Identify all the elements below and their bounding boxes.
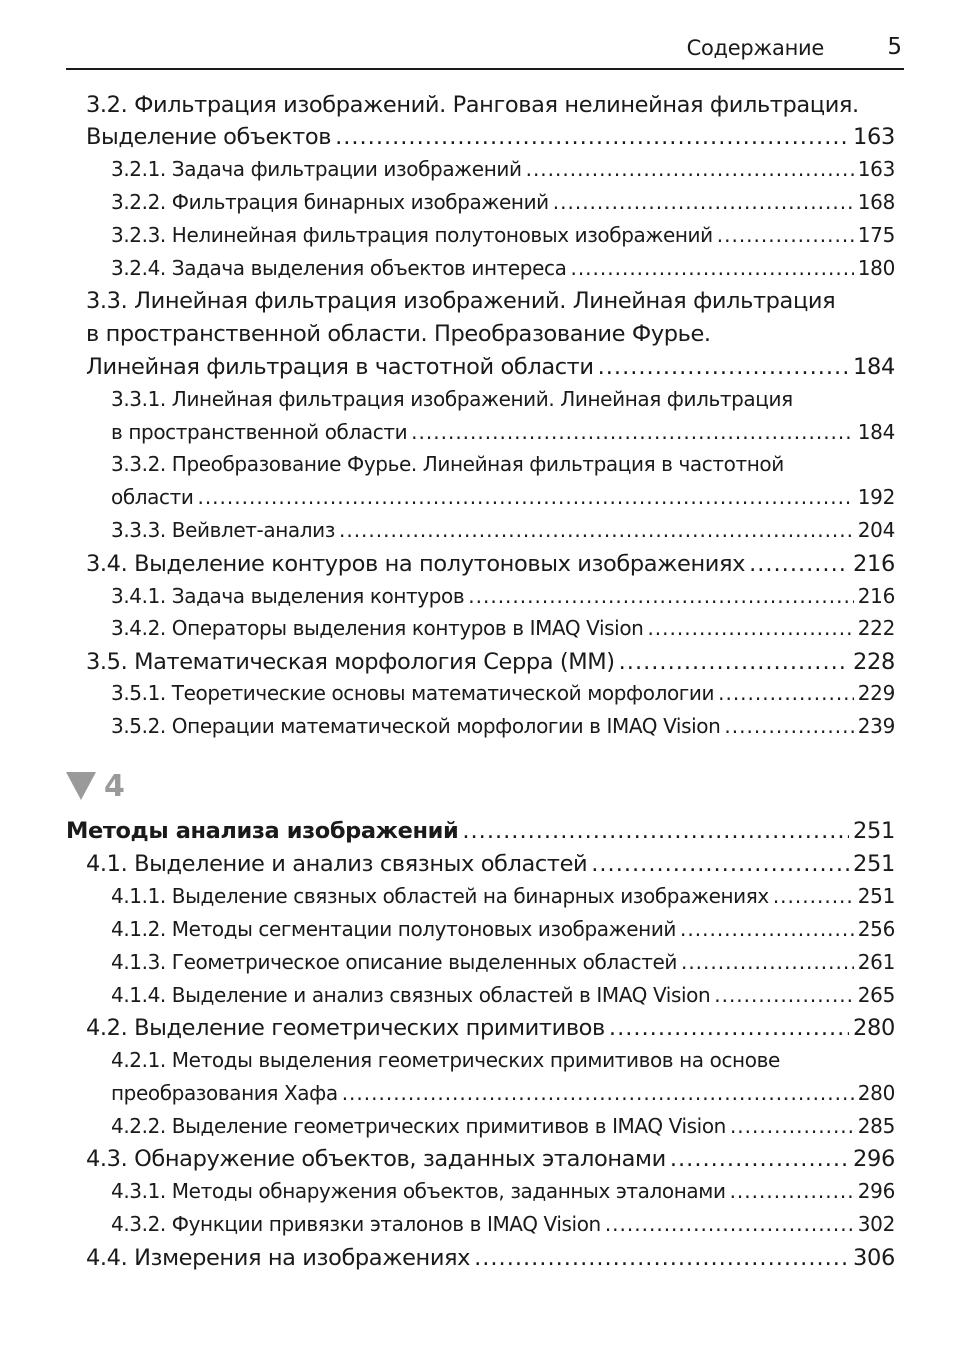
dot-leader xyxy=(724,714,853,738)
toc-page-number: 216 xyxy=(852,551,895,577)
toc-entry-title: 4.1.3. Геометрическое описание выделенных областей xyxy=(111,950,677,974)
toc-page-number: 163 xyxy=(857,157,895,181)
dot-leader xyxy=(609,1015,849,1041)
dot-leader xyxy=(717,223,854,247)
toc-entry-title: 3.5.1. Теоретические основы математической морфологии xyxy=(111,681,715,705)
toc-entry-title: 3.2.1. Задача фильтрации изображений xyxy=(111,157,522,181)
dot-leader xyxy=(335,124,849,150)
toc-entry-title: Выделение объектов xyxy=(86,124,332,150)
dot-leader xyxy=(730,1114,854,1138)
dot-leader xyxy=(591,851,849,877)
dot-leader xyxy=(197,485,853,509)
toc-page-number: 251 xyxy=(852,818,895,844)
toc-page-number: 228 xyxy=(852,649,895,675)
toc-entry-title: 4.3. Обнаружение объектов, заданных эталонами xyxy=(86,1146,666,1172)
toc-entry-title: в пространственной области xyxy=(111,420,408,444)
toc-entry-title: 4.2. Выделение геометрических примитивов xyxy=(86,1015,605,1041)
toc-page-number: 296 xyxy=(857,1179,895,1203)
toc-entry-title: Линейная фильтрация в частотной области xyxy=(86,354,594,380)
toc-page-number: 222 xyxy=(857,616,895,640)
page-number: 5 xyxy=(887,34,902,60)
dot-leader xyxy=(681,950,854,974)
dot-leader xyxy=(718,681,854,705)
toc-entry-title: 3.3.2. Преобразование Фурье. Линейная фильтрация в частотной xyxy=(111,452,784,476)
dot-leader xyxy=(749,551,849,577)
toc-entry-title: 4.1. Выделение и анализ связных областей xyxy=(86,851,588,877)
toc-entry-title: 3.3.1. Линейная фильтрация изображений. Линейная фильтрация xyxy=(111,387,793,411)
toc-entry-title: преобразования Хафа xyxy=(111,1081,338,1105)
toc-entry-title: 4.1.1. Выделение связных областей на бинарных изображениях xyxy=(111,884,769,908)
toc-page-number: 265 xyxy=(857,983,895,1007)
toc-page-number: 251 xyxy=(852,851,895,877)
toc-page-number: 175 xyxy=(857,223,895,247)
toc-page-number: 251 xyxy=(857,884,895,908)
toc-page-number: 296 xyxy=(852,1146,895,1172)
dot-leader xyxy=(526,157,854,181)
toc-page-number: 184 xyxy=(852,354,895,380)
dot-leader xyxy=(730,1179,854,1203)
dot-leader xyxy=(605,1212,854,1236)
toc-entry-title: Методы анализа изображений xyxy=(66,818,459,844)
dot-leader xyxy=(619,649,849,675)
toc-page-number: 302 xyxy=(857,1212,895,1236)
dot-leader xyxy=(339,518,854,542)
toc-entry-title: 4.2.1. Методы выделения геометрических примитивов на основе xyxy=(111,1048,780,1072)
toc-entry-title: 3.3.3. Вейвлет-анализ xyxy=(111,518,335,542)
dot-leader xyxy=(773,884,854,908)
dot-leader xyxy=(680,917,854,941)
toc-entry-title: 4.2.2. Выделение геометрических примитивов в IMAQ Vision xyxy=(111,1114,726,1138)
dot-leader xyxy=(670,1146,849,1172)
toc-page-number: 192 xyxy=(857,485,895,509)
toc-page-number: 261 xyxy=(857,950,895,974)
toc-page-number: 180 xyxy=(857,256,895,280)
toc-entry-title: 4.3.1. Методы обнаружения объектов, заданных эталонами xyxy=(111,1179,726,1203)
dot-leader xyxy=(714,983,853,1007)
dot-leader xyxy=(598,354,849,380)
dot-leader xyxy=(411,420,854,444)
toc-entry-title: 4.1.2. Методы сегментации полутоновых изображений xyxy=(111,917,677,941)
dot-leader xyxy=(553,190,854,214)
dot-leader xyxy=(474,1245,849,1271)
dot-leader xyxy=(462,818,849,844)
toc-entry-title: 4.1.4. Выделение и анализ связных областей в IMAQ Vision xyxy=(111,983,711,1007)
toc-page-number: 256 xyxy=(857,917,895,941)
toc-page-number: 280 xyxy=(852,1015,895,1041)
dot-leader xyxy=(342,1081,854,1105)
chapter-number: 4 xyxy=(104,768,125,804)
toc-entry-title: 4.3.2. Функции привязки эталонов в IMAQ Vision xyxy=(111,1212,601,1236)
toc-entry-title: 3.2. Фильтрация изображений. Ранговая нелинейная фильтрация. xyxy=(86,92,859,118)
toc-entry-title: 3.2.2. Фильтрация бинарных изображений xyxy=(111,190,549,214)
toc-entry-title: 3.2.4. Задача выделения объектов интереса xyxy=(111,256,567,280)
dot-leader xyxy=(647,616,853,640)
triangle-down-icon xyxy=(66,772,96,800)
toc-page-number: 285 xyxy=(857,1114,895,1138)
toc-entry-title: 3.5. Математическая морфология Серра (ММ) xyxy=(86,649,615,675)
toc-entry-title: 3.5.2. Операции математической морфологии в IMAQ Vision xyxy=(111,714,721,738)
toc-entry-title: 3.4.2. Операторы выделения контуров в IMAQ Vision xyxy=(111,616,644,640)
toc-page-number: 280 xyxy=(857,1081,895,1105)
toc-page-number: 229 xyxy=(857,681,895,705)
toc-entry-title: 3.4. Выделение контуров на полутоновых изображениях xyxy=(86,551,746,577)
chapter-marker xyxy=(66,768,125,804)
dot-leader xyxy=(570,256,853,280)
toc-entry-title: 3.3. Линейная фильтрация изображений. Линейная фильтрация xyxy=(86,288,836,314)
toc-page-number: 204 xyxy=(857,518,895,542)
toc-page-number: 168 xyxy=(857,190,895,214)
toc-entry-title: в пространственной области. Преобразование Фурье. xyxy=(86,321,711,347)
toc-page-number: 163 xyxy=(852,124,895,150)
running-title: Содержание xyxy=(686,36,824,60)
toc-entry-title: 3.4.1. Задача выделения контуров xyxy=(111,584,465,608)
toc-page-number: 239 xyxy=(857,714,895,738)
toc-entry-title: 4.4. Измерения на изображениях xyxy=(86,1245,471,1271)
dot-leader xyxy=(468,584,853,608)
toc-page-number: 216 xyxy=(857,584,895,608)
toc-page-number: 184 xyxy=(857,420,895,444)
toc-entry-title: 3.2.3. Нелинейная фильтрация полутоновых изображений xyxy=(111,223,713,247)
toc-page-number: 306 xyxy=(852,1245,895,1271)
toc-entry-title: области xyxy=(111,485,194,509)
page-header xyxy=(66,28,904,70)
